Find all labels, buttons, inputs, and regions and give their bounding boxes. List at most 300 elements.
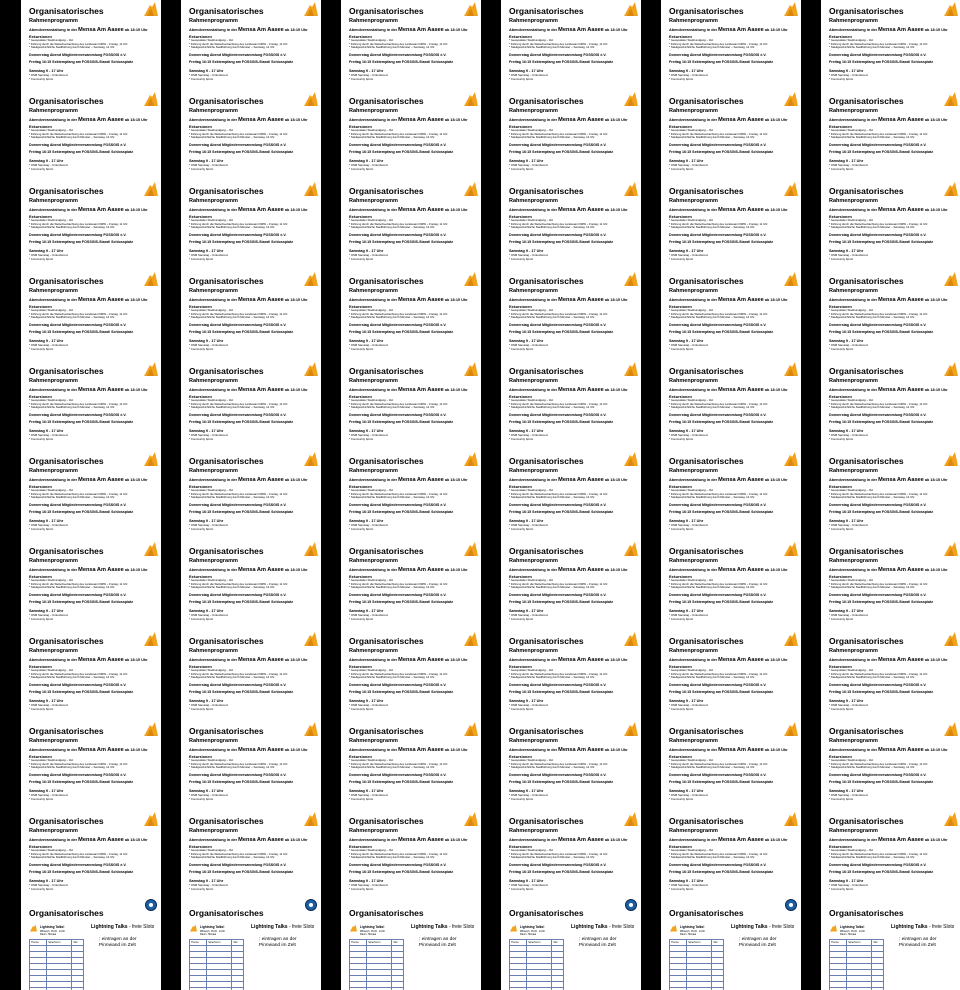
lightning-card-title: Organisatorisches bbox=[189, 908, 264, 918]
fossgis-logo-icon bbox=[782, 362, 798, 376]
excursions-heading: Exkursionen bbox=[509, 215, 532, 219]
excursion-item: * Geospatialer Stadtrundgang – tbd bbox=[829, 668, 873, 672]
excursions-heading: Exkursionen bbox=[669, 35, 692, 39]
fossgis-logo-icon bbox=[942, 2, 958, 16]
excursion-item: * Führung durch die Wetterbeobachtung des Landesamt NRW – Freitag, 11 Uhr bbox=[669, 761, 768, 766]
signup-table bbox=[189, 939, 244, 990]
excursions-list bbox=[349, 219, 477, 230]
evening-venue: Mensa Am Aasee bbox=[398, 207, 444, 213]
evening-venue: Mensa Am Aasee bbox=[718, 657, 764, 663]
evening-prefix: Abendveranstaltung in der bbox=[189, 298, 238, 302]
excursions-heading: Exkursionen bbox=[829, 575, 852, 579]
evening-time: ab 18:15 Uhr bbox=[604, 748, 628, 752]
fossgis-logo-icon bbox=[349, 924, 357, 932]
card-title: Organisatorisches bbox=[669, 456, 744, 466]
info-card bbox=[821, 720, 960, 810]
evening-venue: Mensa Am Aasee bbox=[238, 567, 284, 573]
info-card bbox=[821, 270, 960, 360]
excursions-list bbox=[349, 759, 477, 770]
excursions-heading: Exkursionen bbox=[189, 305, 212, 309]
saturday-item: * OSM Samstag – Unkonferenz bbox=[349, 253, 389, 257]
excursion-item: * Stadtgeschichtliche Stadtführung durch Münster – Samstag, 14 Uhr bbox=[189, 495, 275, 500]
evening-prefix: Abendveranstaltung in der bbox=[669, 478, 718, 482]
excursions-heading: Exkursionen bbox=[669, 665, 692, 669]
saturday-list bbox=[669, 254, 708, 261]
saturday-list bbox=[349, 344, 388, 351]
fossgis-logo-icon bbox=[462, 362, 478, 376]
fossgis-logo-icon bbox=[782, 272, 798, 286]
friday-line: Freitag 16:15 Sektempfang am FOSSGIS-Stand/ Schlossplatz bbox=[829, 510, 934, 514]
excursion-item: * Führung durch die Wetterbeobachtung des Landesamt NRW – Freitag, 11 Uhr bbox=[349, 671, 448, 676]
excursion-item: * Geospatialer Stadtrundgang – tbd bbox=[829, 758, 873, 762]
card-title: Organisatorisches bbox=[29, 816, 104, 826]
card-subtitle: Rahmenprogramm bbox=[669, 648, 718, 654]
lightning-heading-rest: - freie Slots bbox=[127, 924, 155, 930]
saturday-item: * OSM Samstag – Unkonferenz bbox=[189, 703, 229, 707]
saturday-heading: Samstag 9 - 17 Uhr bbox=[189, 159, 224, 163]
card-title: Organisatorisches bbox=[189, 6, 264, 16]
saturday-list bbox=[349, 884, 388, 891]
card-subtitle: Rahmenprogramm bbox=[29, 468, 78, 474]
fossgis-logo-icon bbox=[302, 812, 318, 826]
thursday-line: Donnerstag Abend Mitgliederversammlung FOSSGIS e.V. bbox=[349, 863, 447, 867]
saturday-item: * OSM Samstag – Unkonferenz bbox=[349, 883, 389, 887]
excursions-list bbox=[669, 849, 797, 860]
saturday-item: * OSM Samstag – Unkonferenz bbox=[829, 523, 869, 527]
thursday-line: Donnerstag Abend Mitgliederversammlung FOSSGIS e.V. bbox=[829, 323, 927, 327]
excursions-list bbox=[509, 849, 637, 860]
excursions-heading: Exkursionen bbox=[669, 485, 692, 489]
evening-event bbox=[349, 27, 468, 33]
excursion-item: * Geospatialer Stadtrundgang – tbd bbox=[349, 578, 393, 582]
fossgis-logo-icon bbox=[622, 632, 638, 646]
friday-line: Freitag 16:15 Sektempfang am FOSSGIS-Stand/ Schlossplatz bbox=[189, 420, 294, 424]
fossgis-logo-icon bbox=[782, 92, 798, 106]
saturday-list bbox=[669, 884, 708, 891]
excursion-item: * Geospatialer Stadtrundgang – tbd bbox=[189, 488, 233, 492]
friday-line: Freitag 16:15 Sektempfang am FOSSGIS-Stand/ Schlossplatz bbox=[509, 240, 614, 244]
excursion-item: * Stadtgeschichtliche Stadtführung durch Münster – Samstag, 14 Uhr bbox=[29, 405, 115, 410]
saturday-item: * Community Sprint bbox=[509, 166, 534, 171]
info-card bbox=[661, 180, 801, 270]
excursion-item: * Stadtgeschichtliche Stadtführung durch Münster – Samstag, 14 Uhr bbox=[29, 495, 115, 500]
saturday-item: * OSM Samstag – Unkonferenz bbox=[29, 433, 69, 437]
saturday-heading: Samstag 9 - 17 Uhr bbox=[349, 429, 384, 433]
saturday-list bbox=[509, 524, 548, 531]
excursion-item: * Stadtgeschichtliche Stadtführung durch Münster – Samstag, 14 Uhr bbox=[829, 225, 915, 230]
saturday-list bbox=[349, 614, 388, 621]
excursions-list bbox=[29, 849, 157, 860]
saturday-item: * Community Sprint bbox=[349, 76, 374, 81]
fossgis-logo-icon bbox=[302, 272, 318, 286]
info-card bbox=[181, 540, 321, 630]
saturday-item: * Community Sprint bbox=[829, 796, 854, 801]
excursion-item: * Geospatialer Stadtrundgang – tbd bbox=[29, 848, 73, 852]
evening-event bbox=[829, 657, 948, 663]
excursion-item: * Geospatialer Stadtrundgang – tbd bbox=[829, 578, 873, 582]
evening-event bbox=[829, 117, 948, 123]
lightning-signup-sheet bbox=[189, 924, 249, 990]
thursday-line: Donnerstag Abend Mitgliederversammlung FOSSGIS e.V. bbox=[829, 143, 927, 147]
saturday-item: * Community Sprint bbox=[669, 616, 694, 621]
saturday-list bbox=[509, 254, 548, 261]
fossgis-logo-icon bbox=[462, 812, 478, 826]
saturday-heading: Samstag 9 - 17 Uhr bbox=[509, 519, 544, 523]
signup-sheet-room: Raum: Hörsaal bbox=[520, 933, 536, 936]
lightning-talks-card bbox=[341, 900, 481, 990]
excursions-list bbox=[669, 129, 797, 140]
excursions-list bbox=[509, 489, 637, 500]
evening-prefix: Abendveranstaltung in der bbox=[509, 478, 558, 482]
evening-prefix: Abendveranstaltung in der bbox=[349, 658, 398, 662]
friday-line: Freitag 16:15 Sektempfang am FOSSGIS-Stand/ Schlossplatz bbox=[189, 690, 294, 694]
saturday-item: * OSM Samstag – Unkonferenz bbox=[829, 613, 869, 617]
card-subtitle: Rahmenprogramm bbox=[29, 108, 78, 114]
thursday-line: Donnerstag Abend Mitgliederversammlung FOSSGIS e.V. bbox=[29, 773, 127, 777]
excursion-item: * Stadtgeschichtliche Stadtführung durch Münster – Samstag, 14 Uhr bbox=[829, 585, 915, 590]
excursions-heading: Exkursionen bbox=[29, 305, 52, 309]
card-subtitle: Rahmenprogramm bbox=[29, 18, 78, 24]
saturday-item: * Community Sprint bbox=[29, 706, 54, 711]
excursion-item: * Stadtgeschichtliche Stadtführung durch Münster – Samstag, 14 Uhr bbox=[349, 45, 435, 50]
evening-event bbox=[829, 387, 948, 393]
saturday-list bbox=[349, 254, 388, 261]
excursion-item: * Führung durch die Wetterbeobachtung des Landesamt NRW – Freitag, 11 Uhr bbox=[349, 131, 448, 136]
info-card bbox=[501, 270, 641, 360]
excursions-list bbox=[509, 129, 637, 140]
evening-prefix: Abendveranstaltung in der bbox=[669, 568, 718, 572]
saturday-list bbox=[829, 524, 868, 531]
friday-line: Freitag 16:15 Sektempfang am FOSSGIS-Stand/ Schlossplatz bbox=[29, 870, 134, 874]
friday-line: Freitag 16:15 Sektempfang am FOSSGIS-Stand/ Schlossplatz bbox=[189, 510, 294, 514]
excursion-item: * Geospatialer Stadtrundgang – tbd bbox=[829, 398, 873, 402]
friday-line: Freitag 16:15 Sektempfang am FOSSGIS-Stand/ Schlossplatz bbox=[29, 60, 134, 64]
fossgis-logo-icon bbox=[142, 362, 158, 376]
excursion-item: * Geospatialer Stadtrundgang – tbd bbox=[669, 578, 713, 582]
evening-time: ab 18:15 Uhr bbox=[764, 208, 788, 212]
evening-venue: Mensa Am Aasee bbox=[398, 297, 444, 303]
card-title: Organisatorisches bbox=[189, 276, 264, 286]
lightning-heading bbox=[731, 924, 794, 930]
saturday-heading: Samstag 9 - 17 Uhr bbox=[189, 519, 224, 523]
slide-column bbox=[21, 0, 161, 990]
saturday-item: * OSM Samstag – Unkonferenz bbox=[829, 253, 869, 257]
fossgis-logo-icon bbox=[622, 452, 638, 466]
excursions-list bbox=[189, 309, 317, 320]
saturday-item: * Community Sprint bbox=[509, 256, 534, 261]
excursion-item: * Geospatialer Stadtrundgang – tbd bbox=[669, 398, 713, 402]
evening-venue: Mensa Am Aasee bbox=[398, 837, 444, 843]
friday-line: Freitag 16:15 Sektempfang am FOSSGIS-Stand/ Schlossplatz bbox=[509, 600, 614, 604]
saturday-list bbox=[829, 164, 868, 171]
saturday-heading: Samstag 9 - 17 Uhr bbox=[669, 159, 704, 163]
saturday-item: * Community Sprint bbox=[29, 886, 54, 891]
fossgis-logo-icon bbox=[462, 272, 478, 286]
card-title: Organisatorisches bbox=[829, 366, 904, 376]
evening-time: ab 18:15 Uhr bbox=[924, 118, 948, 122]
evening-venue: Mensa Am Aasee bbox=[398, 657, 444, 663]
fossgis-logo-icon bbox=[622, 2, 638, 16]
evening-time: ab 18:15 Uhr bbox=[284, 208, 308, 212]
lightning-heading-rest: - freie Slots bbox=[447, 924, 475, 930]
info-card bbox=[341, 630, 481, 720]
excursion-item: * Geospatialer Stadtrundgang – tbd bbox=[829, 128, 873, 132]
lightning-signup-sheet bbox=[29, 924, 89, 990]
saturday-item: * OSM Samstag – Unkonferenz bbox=[509, 343, 549, 347]
evening-event bbox=[349, 837, 468, 843]
evening-event bbox=[349, 657, 468, 663]
saturday-item: * OSM Samstag – Unkonferenz bbox=[29, 793, 69, 797]
saturday-heading: Samstag 9 - 17 Uhr bbox=[669, 789, 704, 793]
signup-col-slot: Slot bbox=[712, 940, 724, 946]
saturday-list bbox=[189, 884, 228, 891]
evening-venue: Mensa Am Aasee bbox=[558, 297, 604, 303]
excursion-item: * Geospatialer Stadtrundgang – tbd bbox=[509, 398, 553, 402]
excursions-list bbox=[509, 579, 637, 590]
saturday-heading: Samstag 9 - 17 Uhr bbox=[509, 249, 544, 253]
excursion-item: * Stadtgeschichtliche Stadtführung durch Münster – Samstag, 14 Uhr bbox=[189, 765, 275, 770]
card-title: Organisatorisches bbox=[29, 456, 104, 466]
evening-prefix: Abendveranstaltung in der bbox=[669, 388, 718, 392]
excursion-item: * Stadtgeschichtliche Stadtführung durch Münster – Samstag, 14 Uhr bbox=[669, 675, 755, 680]
evening-venue: Mensa Am Aasee bbox=[238, 207, 284, 213]
info-card bbox=[341, 270, 481, 360]
evening-time: ab 18:15 Uhr bbox=[924, 388, 948, 392]
card-title: Organisatorisches bbox=[189, 816, 264, 826]
evening-prefix: Abendveranstaltung in der bbox=[669, 658, 718, 662]
saturday-item: * OSM Samstag – Unkonferenz bbox=[669, 793, 709, 797]
excursion-item: * Führung durch die Wetterbeobachtung des Landesamt NRW – Freitag, 11 Uhr bbox=[29, 401, 128, 406]
thursday-line: Donnerstag Abend Mitgliederversammlung FOSSGIS e.V. bbox=[829, 53, 927, 57]
card-subtitle: Rahmenprogramm bbox=[189, 198, 238, 204]
card-subtitle: Rahmenprogramm bbox=[189, 558, 238, 564]
friday-line: Freitag 16:15 Sektempfang am FOSSGIS-Stand/ Schlossplatz bbox=[29, 600, 134, 604]
evening-time: ab 18:15 Uhr bbox=[604, 298, 628, 302]
info-card bbox=[661, 630, 801, 720]
excursions-list bbox=[29, 759, 157, 770]
card-title: Organisatorisches bbox=[669, 186, 744, 196]
evening-time: ab 18:15 Uhr bbox=[124, 298, 148, 302]
fossgis-logo-icon bbox=[302, 452, 318, 466]
evening-venue: Mensa Am Aasee bbox=[398, 27, 444, 33]
saturday-list bbox=[509, 74, 548, 81]
evening-venue: Mensa Am Aasee bbox=[878, 297, 924, 303]
evening-prefix: Abendveranstaltung in der bbox=[29, 208, 78, 212]
fossgis-logo-icon bbox=[782, 722, 798, 736]
info-card bbox=[341, 360, 481, 450]
card-subtitle: Rahmenprogramm bbox=[189, 378, 238, 384]
excursions-heading: Exkursionen bbox=[509, 35, 532, 39]
signup-col-slot: Slot bbox=[232, 940, 244, 946]
friday-line: Freitag 16:15 Sektempfang am FOSSGIS-Stand/ Schlossplatz bbox=[829, 330, 934, 334]
card-title: Organisatorisches bbox=[669, 6, 744, 16]
evening-event bbox=[29, 297, 148, 303]
evening-event bbox=[29, 27, 148, 33]
lightning-heading-bold: Lightning Talks bbox=[91, 924, 128, 930]
fossgis-logo-icon bbox=[302, 182, 318, 196]
excursion-item: * Geospatialer Stadtrundgang – tbd bbox=[829, 38, 873, 42]
excursion-item: * Führung durch die Wetterbeobachtung des Landesamt NRW – Freitag, 11 Uhr bbox=[189, 221, 288, 226]
saturday-item: * Community Sprint bbox=[349, 256, 374, 261]
excursion-item: * Führung durch die Wetterbeobachtung des Landesamt NRW – Freitag, 11 Uhr bbox=[509, 401, 608, 406]
excursion-item: * Führung durch die Wetterbeobachtung des Landesamt NRW – Freitag, 11 Uhr bbox=[509, 851, 608, 856]
evening-prefix: Abendveranstaltung in der bbox=[189, 388, 238, 392]
evening-time: ab 18:15 Uhr bbox=[124, 208, 148, 212]
thursday-line: Donnerstag Abend Mitgliederversammlung FOSSGIS e.V. bbox=[669, 863, 767, 867]
card-subtitle: Rahmenprogramm bbox=[669, 468, 718, 474]
saturday-item: * Community Sprint bbox=[509, 76, 534, 81]
excursions-list bbox=[509, 759, 637, 770]
fossgis-logo-icon bbox=[142, 812, 158, 826]
signup-sheet-date: Mittwoch, 18.03., 14:00 bbox=[680, 930, 705, 933]
card-subtitle: Rahmenprogramm bbox=[349, 828, 398, 834]
excursion-item: * Führung durch die Wetterbeobachtung des Landesamt NRW – Freitag, 11 Uhr bbox=[669, 41, 768, 46]
saturday-item: * Community Sprint bbox=[29, 166, 54, 171]
card-subtitle: Rahmenprogramm bbox=[189, 108, 238, 114]
saturday-heading: Samstag 9 - 17 Uhr bbox=[669, 249, 704, 253]
signup-sheet-title: Lightning Talks! bbox=[680, 925, 705, 929]
evening-venue: Mensa Am Aasee bbox=[718, 477, 764, 483]
excursions-list bbox=[829, 489, 957, 500]
evening-prefix: Abendveranstaltung in der bbox=[829, 118, 878, 122]
evening-venue: Mensa Am Aasee bbox=[878, 747, 924, 753]
excursions-heading: Exkursionen bbox=[29, 485, 52, 489]
excursions-list bbox=[669, 579, 797, 590]
saturday-item: * Community Sprint bbox=[189, 616, 214, 621]
evening-prefix: Abendveranstaltung in der bbox=[189, 658, 238, 662]
excursions-heading: Exkursionen bbox=[509, 845, 532, 849]
excursion-item: * Führung durch die Wetterbeobachtung des Landesamt NRW – Freitag, 11 Uhr bbox=[669, 491, 768, 496]
excursion-item: * Geospatialer Stadtrundgang – tbd bbox=[669, 848, 713, 852]
info-card bbox=[21, 540, 161, 630]
evening-time: ab 18:15 Uhr bbox=[604, 838, 628, 842]
friday-line: Freitag 16:15 Sektempfang am FOSSGIS-Stand/ Schlossplatz bbox=[349, 240, 454, 244]
friday-line: Freitag 16:15 Sektempfang am FOSSGIS-Stand/ Schlossplatz bbox=[669, 150, 774, 154]
evening-prefix: Abendveranstaltung in der bbox=[349, 388, 398, 392]
excursions-list bbox=[189, 489, 317, 500]
excursions-heading: Exkursionen bbox=[829, 665, 852, 669]
saturday-item: * Community Sprint bbox=[189, 796, 214, 801]
card-title: Organisatorisches bbox=[509, 816, 584, 826]
saturday-item: * OSM Samstag – Unkonferenz bbox=[829, 343, 869, 347]
evening-prefix: Abendveranstaltung in der bbox=[349, 838, 398, 842]
info-card bbox=[661, 720, 801, 810]
fossgis-logo-icon bbox=[302, 92, 318, 106]
evening-event bbox=[669, 207, 788, 213]
signup-col-topic: Thema bbox=[190, 940, 207, 946]
saturday-item: * Community Sprint bbox=[509, 616, 534, 621]
thursday-line: Donnerstag Abend Mitgliederversammlung FOSSGIS e.V. bbox=[829, 683, 927, 687]
excursion-item: * Führung durch die Wetterbeobachtung des Landesamt NRW – Freitag, 11 Uhr bbox=[29, 221, 128, 226]
fossgis-logo-icon bbox=[302, 722, 318, 736]
excursion-item: * Geospatialer Stadtrundgang – tbd bbox=[829, 488, 873, 492]
saturday-item: * OSM Samstag – Unkonferenz bbox=[349, 613, 389, 617]
card-subtitle: Rahmenprogramm bbox=[189, 18, 238, 24]
signup-sheet-title: Lightning Talks! bbox=[360, 925, 385, 929]
card-subtitle: Rahmenprogramm bbox=[189, 288, 238, 294]
fossgis-logo-icon bbox=[782, 452, 798, 466]
info-card bbox=[661, 450, 801, 540]
evening-time: ab 18:15 Uhr bbox=[764, 28, 788, 32]
fossgis-logo-icon bbox=[462, 92, 478, 106]
saturday-item: * Community Sprint bbox=[829, 616, 854, 621]
thursday-line: Donnerstag Abend Mitgliederversammlung FOSSGIS e.V. bbox=[189, 323, 287, 327]
thursday-line: Donnerstag Abend Mitgliederversammlung FOSSGIS e.V. bbox=[509, 503, 607, 507]
saturday-heading: Samstag 9 - 17 Uhr bbox=[29, 339, 64, 343]
excursion-item: * Führung durch die Wetterbeobachtung des Landesamt NRW – Freitag, 11 Uhr bbox=[829, 401, 928, 406]
saturday-item: * Community Sprint bbox=[29, 526, 54, 531]
saturday-item: * OSM Samstag – Unkonferenz bbox=[29, 613, 69, 617]
thursday-line: Donnerstag Abend Mitgliederversammlung FOSSGIS e.V. bbox=[669, 503, 767, 507]
excursion-item: * Führung durch die Wetterbeobachtung des Landesamt NRW – Freitag, 11 Uhr bbox=[829, 761, 928, 766]
evening-venue: Mensa Am Aasee bbox=[238, 657, 284, 663]
excursions-heading: Exkursionen bbox=[29, 215, 52, 219]
excursion-item: * Geospatialer Stadtrundgang – tbd bbox=[349, 38, 393, 42]
card-subtitle: Rahmenprogramm bbox=[509, 738, 558, 744]
card-title: Organisatorisches bbox=[509, 456, 584, 466]
saturday-heading: Samstag 9 - 17 Uhr bbox=[29, 429, 64, 433]
saturday-list bbox=[29, 254, 68, 261]
friday-line: Freitag 16:15 Sektempfang am FOSSGIS-Stand/ Schlossplatz bbox=[669, 330, 774, 334]
excursion-item: * Stadtgeschichtliche Stadtführung durch Münster – Samstag, 14 Uhr bbox=[829, 675, 915, 680]
thursday-line: Donnerstag Abend Mitgliederversammlung FOSSGIS e.V. bbox=[829, 863, 927, 867]
fossgis-logo-icon bbox=[622, 182, 638, 196]
saturday-heading: Samstag 9 - 17 Uhr bbox=[29, 699, 64, 703]
evening-prefix: Abendveranstaltung in der bbox=[509, 298, 558, 302]
saturday-list bbox=[349, 164, 388, 171]
lightning-signup-note bbox=[419, 937, 457, 949]
excursion-item: * Geospatialer Stadtrundgang – tbd bbox=[189, 218, 233, 222]
info-card bbox=[21, 360, 161, 450]
saturday-list bbox=[349, 704, 388, 711]
excursion-item: * Stadtgeschichtliche Stadtführung durch Münster – Samstag, 14 Uhr bbox=[349, 405, 435, 410]
excursion-item: * Führung durch die Wetterbeobachtung des Landesamt NRW – Freitag, 11 Uhr bbox=[509, 761, 608, 766]
saturday-list bbox=[29, 434, 68, 441]
friday-line: Freitag 16:15 Sektempfang am FOSSGIS-Stand/ Schlossplatz bbox=[189, 780, 294, 784]
friday-line: Freitag 16:15 Sektempfang am FOSSGIS-Stand/ Schlossplatz bbox=[829, 420, 934, 424]
excursions-list bbox=[669, 669, 797, 680]
evening-venue: Mensa Am Aasee bbox=[238, 27, 284, 33]
info-card bbox=[661, 360, 801, 450]
excursions-heading: Exkursionen bbox=[669, 395, 692, 399]
excursion-item: * Geospatialer Stadtrundgang – tbd bbox=[29, 308, 73, 312]
thursday-line: Donnerstag Abend Mitgliederversammlung FOSSGIS e.V. bbox=[829, 233, 927, 237]
card-title: Organisatorisches bbox=[349, 186, 424, 196]
evening-time: ab 18:15 Uhr bbox=[124, 28, 148, 32]
thursday-line: Donnerstag Abend Mitgliederversammlung FOSSGIS e.V. bbox=[189, 683, 287, 687]
saturday-item: * OSM Samstag – Unkonferenz bbox=[29, 523, 69, 527]
slide-column bbox=[661, 0, 801, 990]
evening-venue: Mensa Am Aasee bbox=[238, 477, 284, 483]
saturday-item: * Community Sprint bbox=[189, 706, 214, 711]
info-card bbox=[821, 0, 960, 90]
evening-time: ab 18:15 Uhr bbox=[284, 388, 308, 392]
evening-time: ab 18:15 Uhr bbox=[604, 388, 628, 392]
evening-event bbox=[29, 657, 148, 663]
card-title: Organisatorisches bbox=[509, 96, 584, 106]
evening-prefix: Abendveranstaltung in der bbox=[829, 568, 878, 572]
card-title: Organisatorisches bbox=[349, 456, 424, 466]
saturday-list bbox=[829, 614, 868, 621]
excursions-list bbox=[509, 669, 637, 680]
card-subtitle: Rahmenprogramm bbox=[509, 108, 558, 114]
excursions-list bbox=[189, 669, 317, 680]
signup-sheet-date: Mittwoch, 18.03., 14:00 bbox=[200, 930, 225, 933]
evening-prefix: Abendveranstaltung in der bbox=[829, 838, 878, 842]
excursion-item: * Geospatialer Stadtrundgang – tbd bbox=[509, 308, 553, 312]
card-subtitle: Rahmenprogramm bbox=[829, 18, 878, 24]
card-subtitle: Rahmenprogramm bbox=[829, 198, 878, 204]
